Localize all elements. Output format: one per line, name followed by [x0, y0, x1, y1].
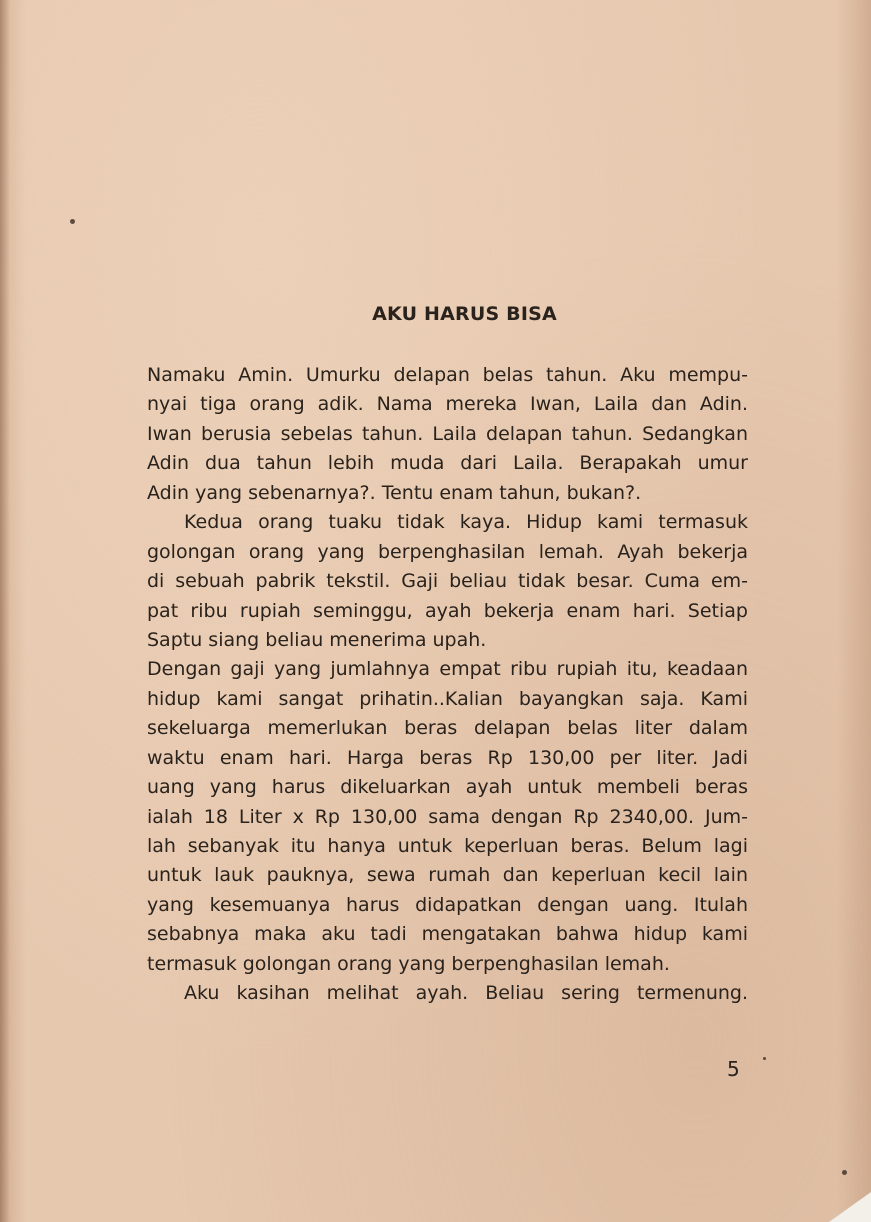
text-line: Adin dua tahun lebih muda dari Laila. Berapakah umur — [147, 452, 748, 475]
text-line: lah sebanyak itu hanya untuk keperluan beras. Belum lagi — [147, 835, 748, 857]
text-line: Kedua orang tuaku tidak kaya. Hidup kami termasuk — [184, 511, 748, 534]
text-line: Namaku Amin. Umurku delapan belas tahun. Aku mempu- — [147, 364, 748, 386]
text-line: Iwan berusia sebelas tahun. Laila delapan tahun. Sedangkan — [147, 422, 748, 445]
text-line: Adin yang sebenarnya?. Tentu enam tahun, bukan?. — [147, 481, 642, 504]
text-line: ialah 18 Liter x Rp 130,00 sama dengan Rp 2340,00. Jum- — [147, 805, 748, 828]
text-line: termasuk golongan orang yang berpenghasilan lemah. — [147, 952, 670, 975]
text-line: hidup kami sangat prihatin..Kalian bayangkan saja. Kami — [147, 687, 748, 710]
ink-speck — [842, 1170, 847, 1175]
text-line: waktu enam hari. Harga beras Rp 130,00 per liter. Jadi — [147, 746, 748, 769]
page-number: 5 — [727, 1057, 740, 1081]
text-line: pat ribu rupiah seminggu, ayah bekerja enam hari. Setiap — [147, 599, 748, 622]
text-line: Saptu siang beliau menerima upah. — [147, 628, 487, 651]
text-line: di sebuah pabrik tekstil. Gaji beliau tidak besar. Cuma em- — [147, 570, 748, 593]
text-line: sekeluarga memerlukan beras delapan belas liter dalam — [147, 717, 748, 740]
text-line: Dengan gaji yang jumlahnya empat ribu rupiah itu, keadaan — [147, 658, 748, 681]
text-line: golongan orang yang berpenghasilan lemah. Ayah bekerja — [147, 540, 748, 563]
text-line: nyai tiga orang adik. Nama mereka Iwan, Laila dan Adin. — [147, 393, 748, 416]
text-line: yang kesemuanya harus didapatkan dengan uang. Itulah — [147, 893, 748, 916]
text-line: untuk lauk pauknya, sewa rumah dan keperluan kecil lain — [147, 864, 748, 887]
text-line: Aku kasihan melihat ayah. Beliau sering termenung. — [184, 982, 748, 1005]
ink-speck — [70, 219, 75, 224]
torn-corner — [829, 1192, 871, 1222]
text-line: uang yang harus dikeluarkan ayah untuk membeli beras — [147, 776, 748, 799]
ink-speck — [763, 1057, 766, 1060]
body-text — [147, 361, 748, 1009]
page-binding-edge — [0, 0, 10, 1222]
chapter-title: AKU HARUS BISA — [372, 303, 557, 325]
text-line: sebabnya maka aku tadi mengatakan bahwa hidup kami — [147, 923, 748, 946]
